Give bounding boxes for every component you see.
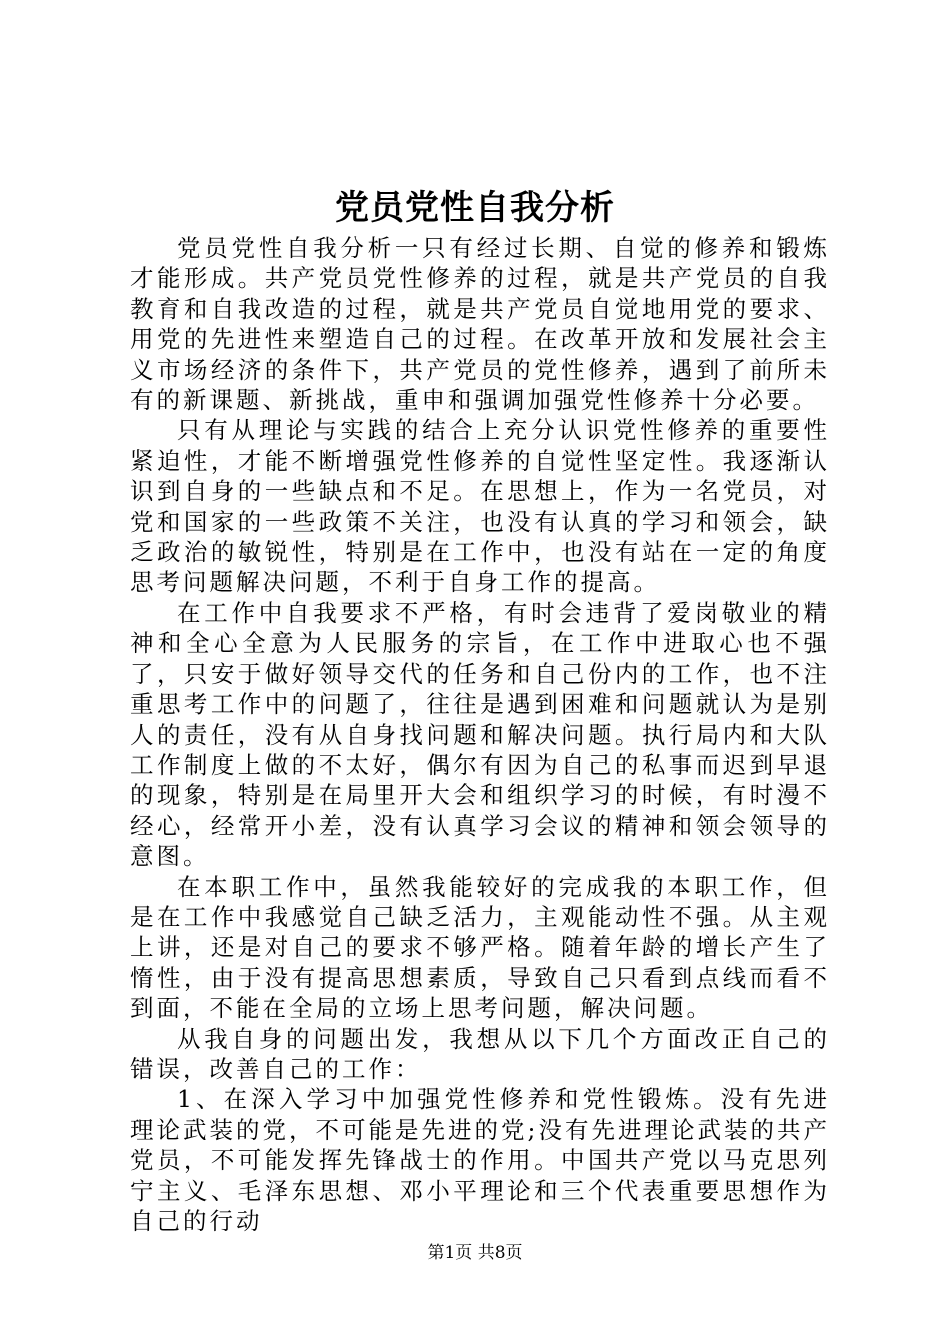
paragraph: 在工作中自我要求不严格，有时会违背了爱岗敬业的精神和全心全意为人民服务的宗旨，在工作中进取心也不强了，只安于做好领导交代的任务和自己份内的工作，也不注重思考工作中的问题了，往往是遇到困难和问题就认为是别人的责任，没有从自身找问题和解决问题。执行局内和大队工作制度上做的不太好，偶尔有因为自己的私事而迟到早退的现象，特别是在局里开大会和组织学习的时候，有时漫不经心，经常开小差，没有认真学习会议的精神和领会领导的意图。 [130,598,830,871]
page-footer: 第1页 共8页 [427,1243,523,1263]
paragraph: 党员党性自我分析一只有经过长期、自觉的修养和锻炼才能形成。共产党员党性修养的过程，就是共产党员的自我教育和自我改造的过程，就是共产党员自觉地用党的要求、用党的先进性来塑造自己的过程。在改革开放和发展社会主义市场经济的条件下，共产党员的党性修养，遇到了前所未有的新课题、新挑战，重申和强调加强党性修养十分必要。 [130,234,830,415]
paragraph: 在本职工作中，虽然我能较好的完成我的本职工作，但是在工作中我感觉自己缺乏活力，主观能动性不强。从主观上讲，还是对自己的要求不够严格。随着年龄的增长产生了惰性，由于没有提高思想素质，导致自己只看到点线而看不到面，不能在全局的立场上思考问题，解决问题。 [130,872,830,1023]
paragraph: 1、在深入学习中加强党性修养和党性锻炼。没有先进理论武装的党，不可能是先进的党;没有先进理论武装的共产党员，不可能发挥先锋战士的作用。中国共产党以马克思列宁主义、毛泽东思想、邓小平理论和三个代表重要思想作为自己的行动 [130,1085,830,1235]
document-title: 党员党性自我分析 [335,188,615,228]
paragraph: 只有从理论与实践的结合上充分认识党性修养的重要性紧迫性，才能不断增强党性修养的自觉性坚定性。我逐渐认识到自身的一些缺点和不足。在思想上，作为一名党员，对党和国家的一些政策不关注，也没有认真的学习和领会，缺乏政治的敏锐性，特别是在工作中，也没有站在一定的角度思考问题解决问题，不利于自身工作的提高。 [130,416,830,597]
document-body [130,233,830,1236]
paragraph: 从我自身的问题出发，我想从以下几个方面改正自己的错误，改善自己的工作： [130,1024,830,1083]
